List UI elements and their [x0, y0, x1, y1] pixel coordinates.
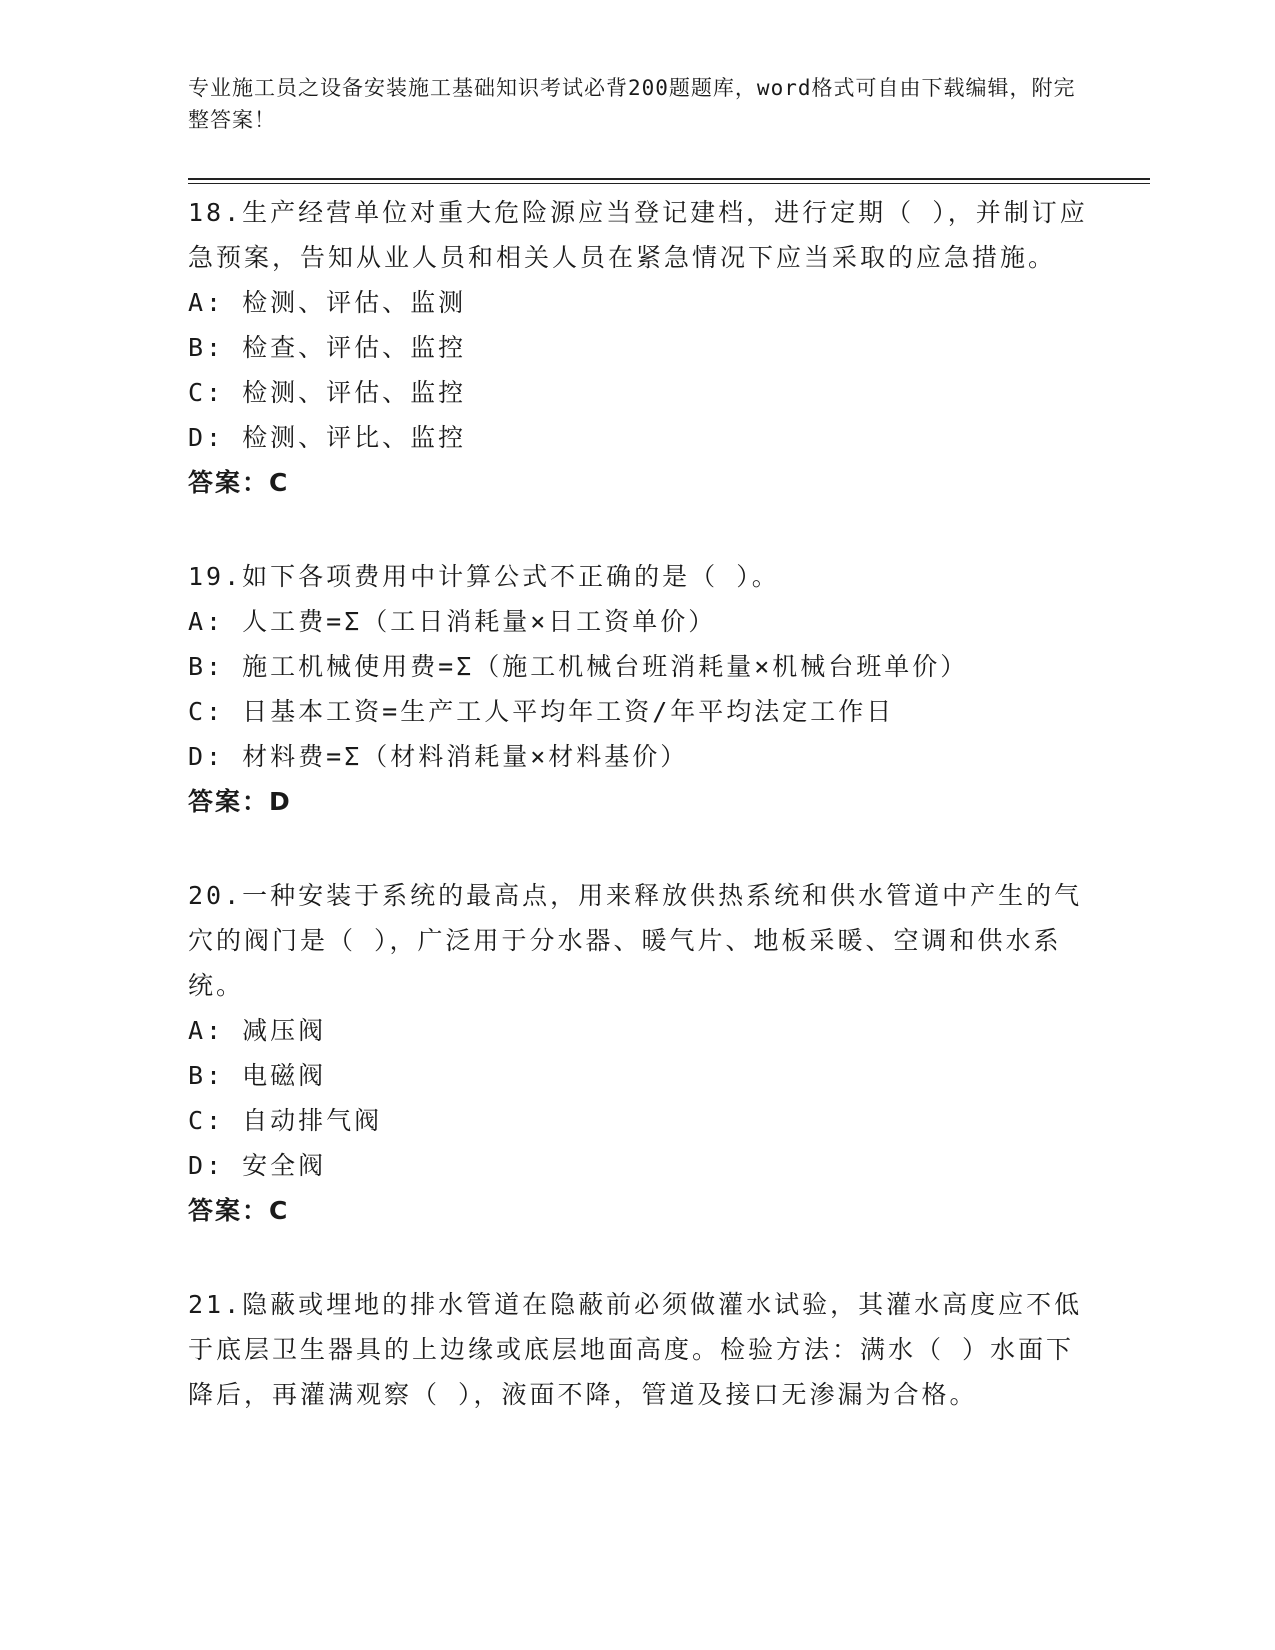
answer: 答案：C: [188, 468, 290, 497]
question-21: [188, 1282, 1088, 1417]
document-title: 专业施工员之设备安装施工基础知识考试必背200题题库，word格式可自由下载编辑，附完整答案！: [188, 76, 1076, 132]
question-text: 20.一种安装于系统的最高点，用来释放供热系统和供水管道中产生的气穴的阀门是（ ），广泛用于分水器、暖气片、地板采暖、空调和供水系统。: [188, 881, 1083, 1000]
option-c: C: 自动排气阀: [188, 1106, 383, 1135]
option-a: A: 人工费=Σ（工日消耗量×日工资单价）: [188, 607, 717, 636]
question-19: [188, 554, 1088, 825]
option-b: B: 检查、评估、监控: [188, 333, 467, 362]
answer: 答案：C: [188, 1196, 290, 1225]
question-list: [188, 190, 1088, 1465]
question-text: 18.生产经营单位对重大危险源应当登记建档，进行定期（ ），并制订应急预案，告知从业人员和相关人员在紧急情况下应当采取的应急措施。: [188, 198, 1088, 272]
option-d: D: 检测、评比、监控: [188, 423, 467, 452]
option-c: C: 日基本工资=生产工人平均年工资/年平均法定工作日: [188, 697, 895, 726]
question-text: 19.如下各项费用中计算公式不正确的是（ ）。: [188, 562, 780, 591]
question-20: [188, 873, 1088, 1234]
option-a: A: 减压阀: [188, 1016, 327, 1045]
question-text: 21.隐蔽或埋地的排水管道在隐蔽前必须做灌水试验，其灌水高度应不低于底层卫生器具的上边缘或底层地面高度。检验方法：满水（ ）水面下降后，再灌满观察（ ），液面不降，管道及接口无渗漏为合格。: [188, 1290, 1083, 1409]
option-a: A: 检测、评估、监测: [188, 288, 467, 317]
option-c: C: 检测、评估、监控: [188, 378, 467, 407]
answer: 答案：D: [188, 787, 292, 816]
header-divider-thin: [188, 183, 1150, 184]
option-d: D: 材料费=Σ（材料消耗量×材料基价）: [188, 742, 689, 771]
option-b: B: 施工机械使用费=Σ（施工机械台班消耗量×机械台班单价）: [188, 652, 969, 681]
header-divider-thick: [188, 178, 1150, 180]
question-18: [188, 190, 1088, 506]
document-header: [188, 72, 1088, 136]
option-b: B: 电磁阀: [188, 1061, 327, 1090]
option-d: D: 安全阀: [188, 1151, 327, 1180]
